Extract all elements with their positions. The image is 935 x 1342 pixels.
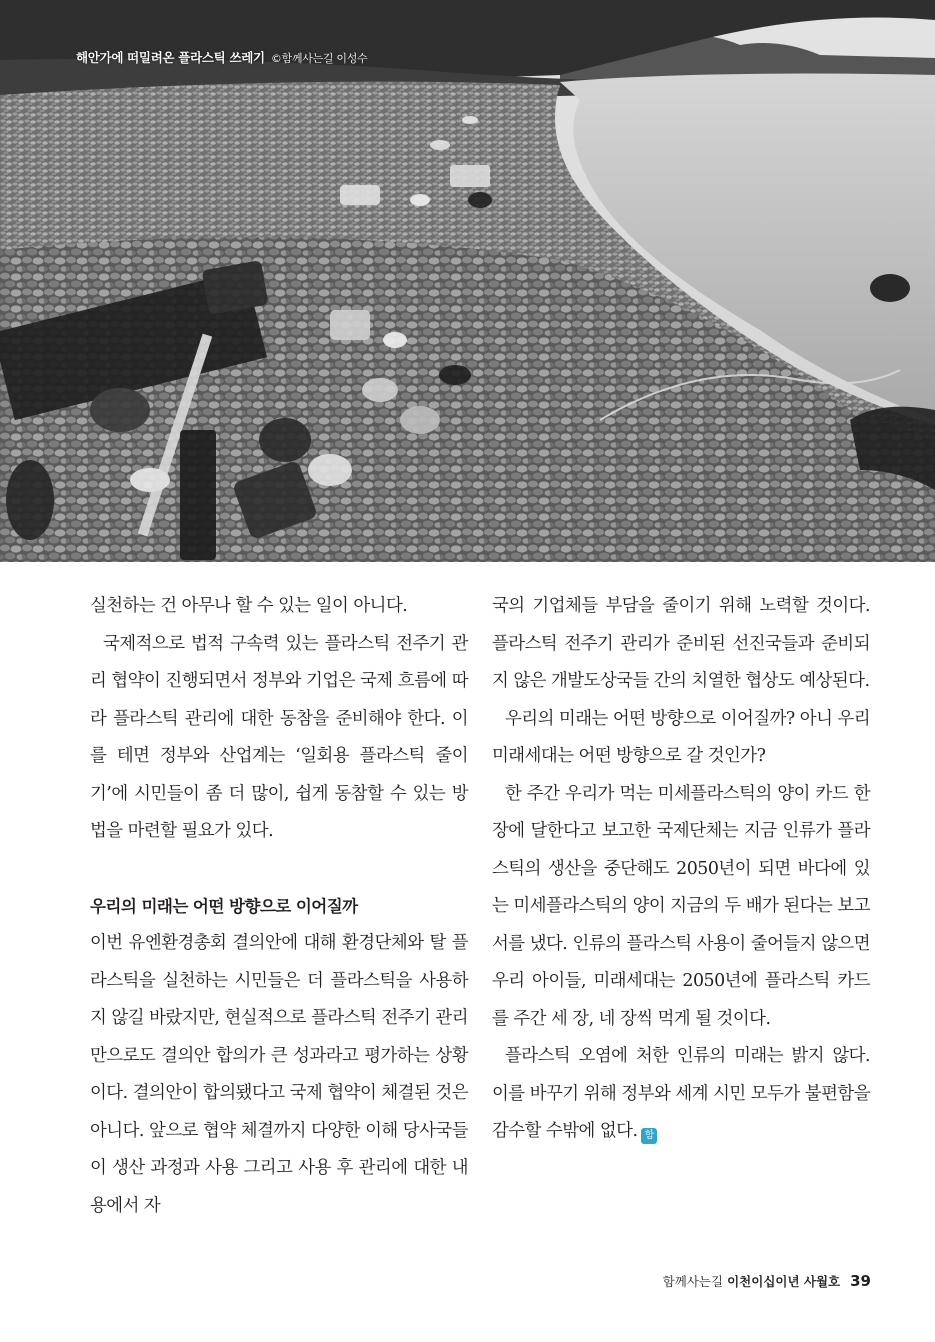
- beach-plastic-photo: [0, 0, 935, 562]
- article-end-mark-icon: 함: [641, 1128, 657, 1144]
- right-paragraph-4: [492, 1038, 870, 1151]
- right-paragraph-4-text: 플라스틱 오염에 처한 인류의 미래는 밝지 않다. 이를 바꾸기 위해 정부와 세계 시민 모두가 불편함을 감수할 수밖에 없다.: [492, 1046, 870, 1141]
- right-column: [492, 588, 870, 1151]
- photo-caption: [76, 48, 367, 66]
- footer-magazine-name: 함께사는길: [662, 1274, 724, 1289]
- photo-credit: ©함께사는길 이성수: [270, 52, 368, 65]
- left-paragraph-2: 국제적으로 법적 구속력 있는 플라스틱 전주기 관리 협약이 진행되면서 정부와 기업은 국제 흐름에 따라 플라스틱 관리에 대한 동참을 준비해야 한다. 이를 테면 정부와 산업계는 ‘일회용 플라스틱 줄이기’에 시민들이 좀 더 많이, 쉽게 동참할 수 있는 방법을 마련할 필요가 있다.: [90, 633, 468, 841]
- right-paragraph-3: 한 주간 우리가 먹는 미세플라스틱의 양이 카드 한 장에 달한다고 보고한 국제단체는 지금 인류가 플라스틱의 생산을 중단해도 2050년이 되면 바다에 있는 미세플라스틱의 양이 지금의 두 배가 된다는 보고서를 냈다. 인류의 플라스틱 사용이 줄어들지 않으면 우리 아이들, 미래세대는 2050년에 플라스틱 카드를 주간 세 장, 네 장씩 먹게 될 것이다.: [492, 783, 870, 1029]
- caption-text: 해안가에 떠밀려온 플라스틱 쓰레기: [76, 50, 265, 65]
- right-paragraph-2: 우리의 미래는 어떤 방향으로 이어질까? 아니 우리 미래세대는 어떤 방향으로 갈 것인가?: [492, 708, 870, 766]
- section-subheading: 우리의 미래는 어떤 방향으로 이어질까: [90, 896, 358, 916]
- footer-issue: 이천이십이년 사월호: [727, 1274, 841, 1289]
- page-number: 39: [850, 1272, 871, 1290]
- page-footer: [663, 1272, 871, 1290]
- left-paragraph-3: 이번 유엔환경총회 결의안에 대해 환경단체와 탈 플라스틱을 실천하는 시민들은 더 플라스틱을 사용하지 않길 바랐지만, 현실적으로 플라스틱 전주기 관리만으로도 결의안 합의가 큰 성과라고 평가하는 상황이다. 결의안이 합의됐다고 국제 협약이 체결된 것은 아니다. 앞으로 협약 체결까지 다양한 이해 당사국들이 생산 과정과 사용 그리고 사용 후 관리에 대한 내용에서 자: [90, 933, 468, 1216]
- left-column: [90, 588, 468, 1225]
- photo-illustration: [0, 0, 935, 562]
- left-paragraph-1: 실천하는 건 아무나 할 수 있는 일이 아니다.: [90, 596, 408, 616]
- right-paragraph-1: 국의 기업체들 부담을 줄이기 위해 노력할 것이다. 플라스틱 전주기 관리가 준비된 선진국들과 준비되지 않은 개발도상국들 간의 치열한 협상도 예상된다.: [492, 596, 870, 691]
